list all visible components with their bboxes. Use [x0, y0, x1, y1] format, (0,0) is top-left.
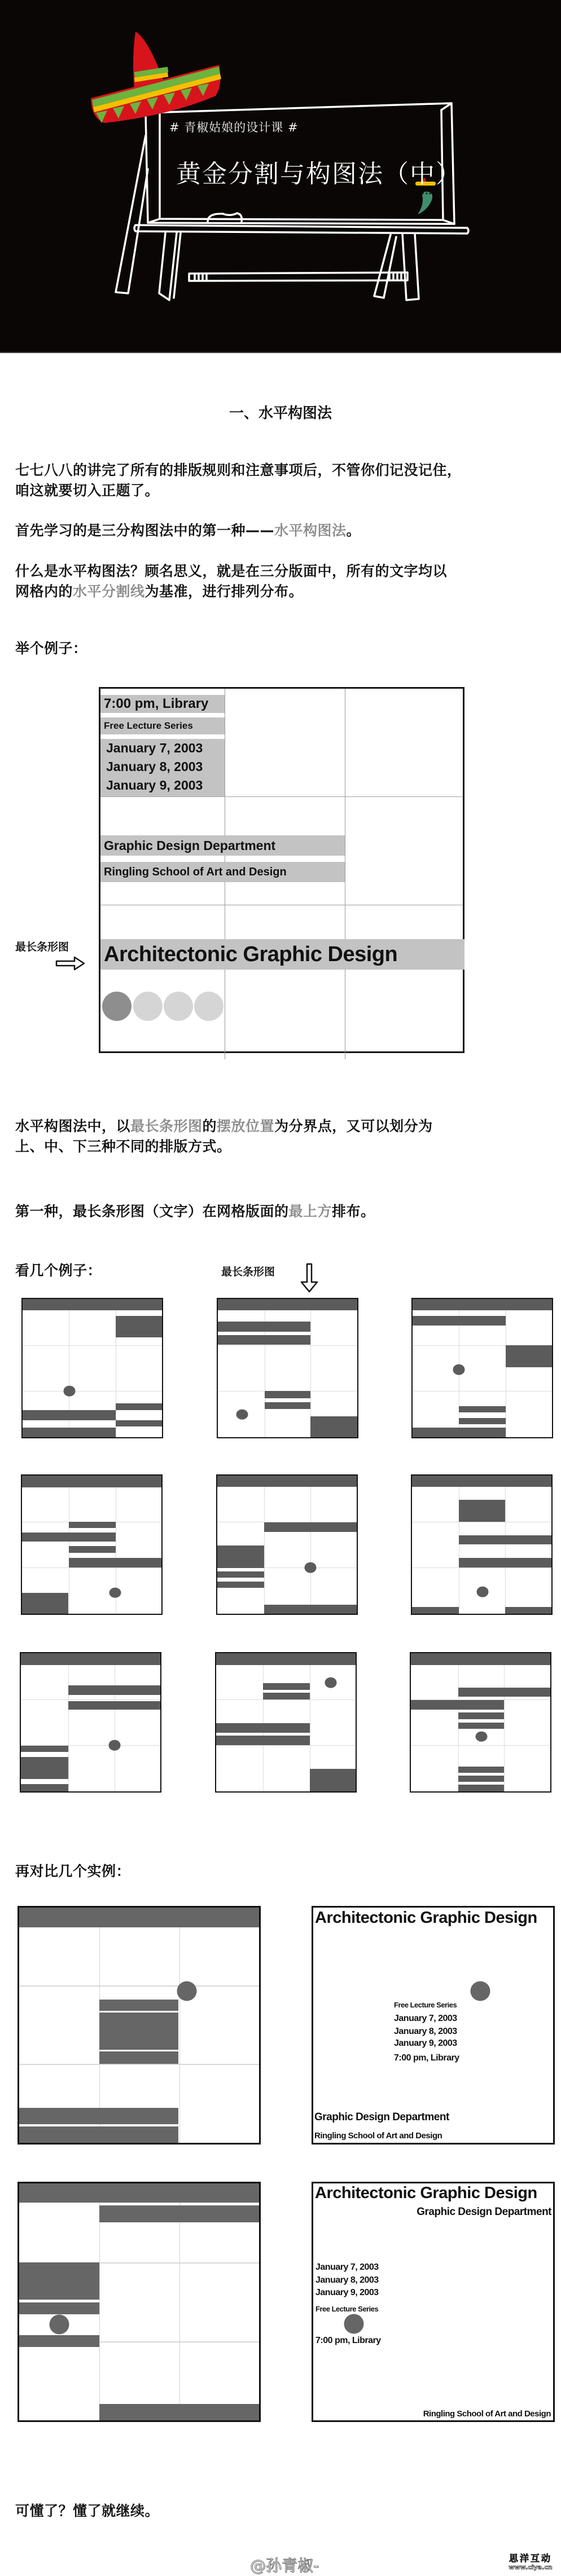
bar [69, 1546, 115, 1553]
circle [344, 2314, 364, 2334]
bar [99, 2205, 259, 2222]
thumbnail-layout-3 [411, 1298, 553, 1438]
poster-date: January 8, 2003 [394, 2027, 457, 2036]
bar [412, 1607, 459, 1614]
section-heading: 一、水平构图法 [229, 405, 332, 422]
poster-headline: Architectonic Graphic Design [315, 2184, 537, 2202]
bar [217, 1582, 264, 1588]
poster-time: 7:00 pm, Library [394, 2053, 459, 2063]
bar [99, 2000, 178, 2011]
paragraph-3-line-2 [15, 582, 303, 602]
compare-intro: 再对比几个实例： [15, 1863, 131, 1879]
longest-bar [217, 1476, 357, 1487]
thumbnail-layout-9 [410, 1652, 551, 1793]
highlight-horizontal-composition: 水平构图法 [274, 522, 347, 539]
circle [453, 1364, 465, 1375]
longest-bar [21, 1653, 160, 1665]
bar [413, 1428, 506, 1437]
poster-date: January 9, 2003 [394, 2038, 457, 2048]
longest-bar-label: 最长条形图 [15, 941, 69, 953]
poster-department: Graphic Design Department [314, 2111, 449, 2123]
bar [99, 2051, 178, 2064]
date-line: January 9, 2003 [106, 778, 203, 792]
arrow-down-icon [300, 1263, 319, 1293]
longest-bar [413, 1299, 552, 1310]
bar [218, 1335, 310, 1345]
paragraph-4-line-1 [15, 1116, 433, 1137]
circle [63, 1386, 75, 1397]
examples-intro: 看几个例子： [15, 1262, 102, 1279]
paragraph-2 [15, 521, 361, 541]
bar [99, 2404, 259, 2420]
bar [69, 1558, 161, 1567]
bar [216, 1736, 310, 1745]
bar [263, 1683, 309, 1690]
thumbnail-layout-4 [21, 1474, 163, 1615]
grid-row-line [100, 796, 463, 797]
poster-series: Free Lecture Series [315, 2305, 379, 2313]
bar [265, 1402, 310, 1409]
poster-time: 7:00 pm, Library [315, 2336, 381, 2345]
circle [109, 1587, 121, 1598]
bar [116, 1420, 162, 1427]
longest-bar [218, 1299, 357, 1310]
brand-name: 思洋互动 [509, 2553, 552, 2564]
bar [19, 2108, 178, 2125]
band-school: Ringling School of Art and Design [100, 862, 345, 882]
paragraph-4-text-b: 的 [202, 1118, 217, 1134]
bar [458, 1785, 504, 1791]
circle [49, 2315, 69, 2335]
bar [68, 1685, 160, 1695]
paragraph-4-text-c: 为分界点，又可以划分为 [274, 1118, 433, 1134]
bar [218, 1322, 310, 1331]
longest-bar [412, 1476, 551, 1487]
poster-series: Free Lecture Series [394, 2001, 457, 2009]
brand-watermark [507, 2554, 554, 2570]
bar [19, 2126, 178, 2143]
poster-date: January 7, 2003 [394, 2014, 457, 2023]
bar [458, 1767, 504, 1773]
bar [459, 1535, 551, 1544]
bar [116, 1403, 162, 1410]
circle [177, 1981, 196, 2001]
comparison-schematic-1 [17, 1906, 261, 2145]
comparison-schematic-2 [17, 2182, 261, 2422]
poster-date: January 9, 2003 [315, 2288, 379, 2297]
circle [470, 1981, 490, 2001]
brand-url: www.ciya.cn [509, 2564, 553, 2571]
circle [325, 1677, 336, 1688]
example-grid-layout [99, 687, 464, 1053]
outro-text: 可懂了？懂了就继续。 [15, 2503, 160, 2519]
arrow-right-icon [55, 955, 86, 971]
bar [22, 1533, 116, 1542]
course-tag: # 青椒姑娘的设计课 # [169, 121, 299, 134]
bar [21, 1746, 68, 1752]
paragraph-4-line-2: 上、中、下三种不同的排版方式。 [15, 1138, 231, 1155]
poster-school: Ringling School of Art and Design [423, 2409, 551, 2419]
thumbnail-layout-6 [411, 1474, 553, 1615]
bar [505, 1607, 551, 1614]
band-time: 7:00 pm, Library [100, 695, 225, 713]
paragraph-3-text-b: 为基准，进行排列分布。 [144, 583, 304, 600]
comparison-poster-1 [312, 1906, 555, 2145]
circle [305, 1562, 317, 1573]
bar [458, 1723, 504, 1729]
bar [216, 1723, 310, 1733]
hero-banner [0, 0, 561, 353]
longest-bar [19, 1908, 259, 1927]
bar [264, 1605, 357, 1614]
block [310, 1416, 357, 1437]
comparison-poster-2 [312, 2182, 555, 2422]
bar [23, 1428, 116, 1437]
highlight-horizontal-dividers: 水平分割线 [73, 583, 145, 600]
circle [108, 1740, 120, 1751]
divider [0, 352, 561, 353]
example-intro: 举个例子： [15, 640, 87, 657]
thumbnail-layout-7 [20, 1652, 161, 1793]
band-department: Graphic Design Department [100, 835, 345, 856]
longest-bar [411, 1653, 550, 1665]
date-line: January 8, 2003 [106, 759, 203, 774]
bar [413, 1316, 506, 1326]
block [116, 1316, 162, 1337]
bar [68, 1701, 160, 1710]
block [19, 2262, 99, 2300]
block [22, 1593, 68, 1614]
paragraph-3-line-1: 什么是水平构图法？顾名思义，就是在三分版面中，所有的文字均以 [15, 563, 448, 579]
bar [458, 1776, 504, 1782]
bar [23, 1410, 116, 1420]
poster-date: January 8, 2003 [315, 2275, 379, 2285]
paragraph-2-text: 首先学习的是三分构图法中的第一种—— [15, 522, 275, 539]
longest-bar [216, 1653, 356, 1665]
sombrero-icon [91, 32, 221, 123]
longest-bar [22, 1476, 161, 1487]
author-watermark: @孙青椒- [250, 2556, 319, 2575]
band-dates [100, 739, 225, 796]
thumbnail-layout-8 [215, 1652, 357, 1793]
paragraph-4-text-a: 水平构图法中，以 [15, 1118, 131, 1134]
poster-date: January 7, 2003 [315, 2262, 379, 2272]
thumbnail-layout-1 [21, 1298, 163, 1438]
paragraph-2-period: 。 [346, 522, 361, 539]
bar [263, 1693, 309, 1699]
paragraph-5-text-b: 排布。 [332, 1203, 375, 1219]
block [506, 1345, 552, 1367]
dot-light [133, 992, 163, 1021]
poster-headline: Architectonic Graphic Design [315, 1909, 537, 1927]
paragraph-1-line-1: 七七八八的讲完了所有的排版规则和注意事项后，不管你们记没记住， [15, 462, 462, 478]
bar [411, 1700, 504, 1710]
bar [19, 2302, 99, 2314]
dot-light [194, 992, 223, 1021]
paragraph-5 [15, 1201, 375, 1222]
poster-department: Graphic Design Department [417, 2206, 551, 2218]
bar [458, 1712, 504, 1719]
band-series: Free Lecture Series [100, 717, 225, 734]
bar [265, 1391, 310, 1398]
bar [69, 1522, 115, 1528]
longest-bar [23, 1299, 162, 1310]
paragraph-3-text-a: 网格内的 [15, 583, 73, 600]
block [459, 1500, 505, 1522]
bar [264, 1522, 357, 1532]
thumbnail-layout-5 [216, 1474, 358, 1615]
block [21, 1757, 68, 1778]
poster-school: Ringling School of Art and Design [314, 2131, 442, 2141]
bar [458, 1688, 550, 1697]
circle [475, 1731, 487, 1742]
bar [459, 1418, 505, 1424]
thumbnail-layout-2 [217, 1298, 358, 1438]
dot-dark [102, 992, 132, 1021]
highlight-placement: 摆放位置 [217, 1118, 275, 1134]
paragraph-1-line-2: 咱这就要切入正题了。 [15, 482, 160, 499]
date-line: January 7, 2003 [106, 741, 203, 755]
longest-bar-annotation: 最长条形图 [221, 1266, 275, 1278]
block [310, 1769, 356, 1791]
paragraph-5-text-a: 第一种，最长条形图（文字）在网格版面的 [15, 1203, 289, 1219]
band-headline-longest-bar: Architectonic Graphic Design [100, 939, 464, 970]
bar [459, 1406, 505, 1413]
bar [459, 1558, 551, 1567]
bar [217, 1571, 264, 1578]
circle [236, 1410, 248, 1420]
circle [476, 1587, 488, 1597]
bar [19, 2335, 99, 2347]
longest-bar [19, 2183, 259, 2203]
block [217, 1545, 264, 1567]
bar [21, 1784, 68, 1791]
highlight-top: 最上方 [288, 1203, 332, 1219]
block [99, 2013, 178, 2050]
page-title: 黄金分割与构图法（中） [176, 160, 462, 188]
dot-light [164, 992, 193, 1021]
highlight-longest-bar: 最长条形图 [130, 1118, 203, 1134]
